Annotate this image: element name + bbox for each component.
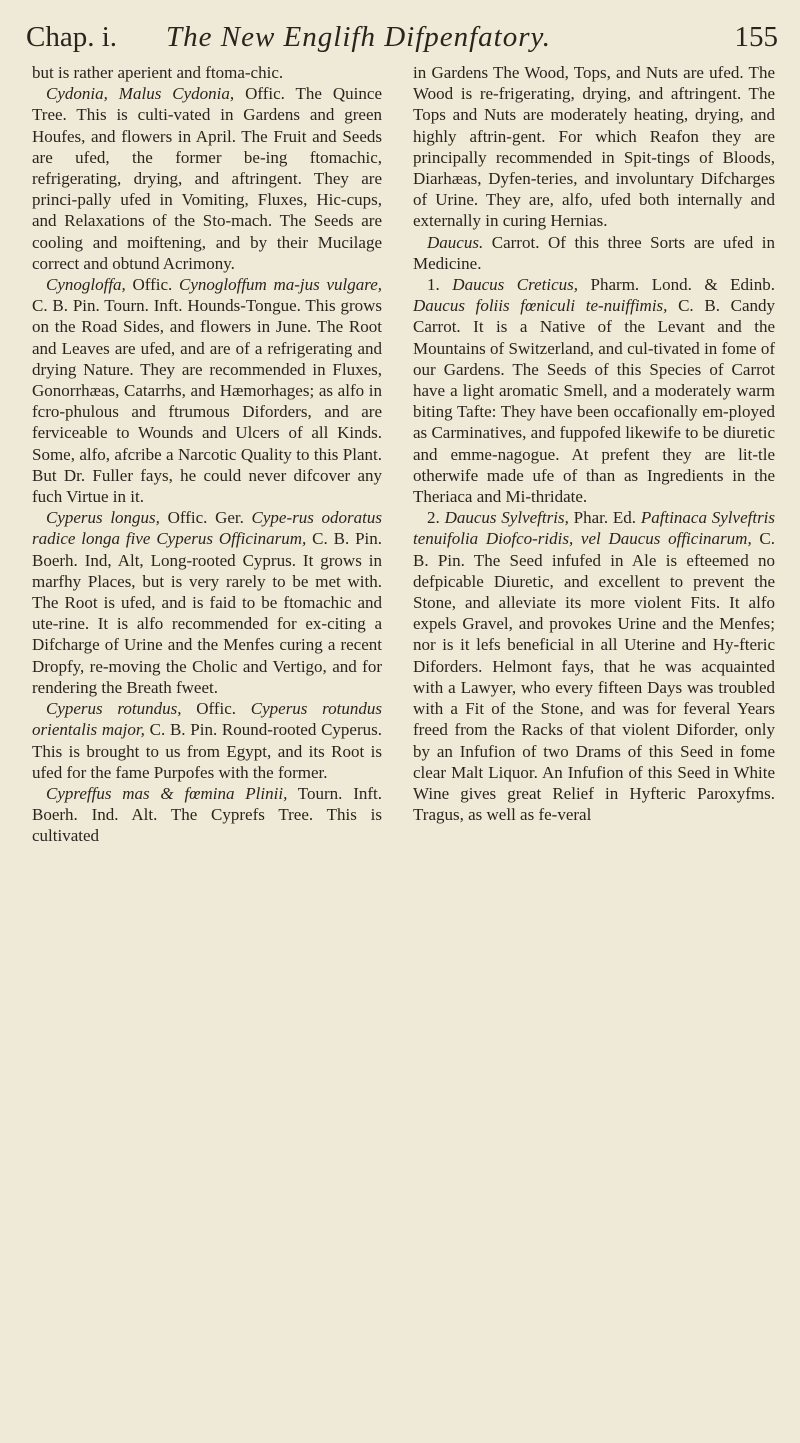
- paragraph: [32, 698, 382, 783]
- italic-run: Cype-rus odoratus radice longa five Cyperus Officinarum,: [32, 508, 382, 549]
- text-run: Phar. Ed.: [568, 508, 641, 528]
- text-run: C. B. Pin. Boerh. Ind, Alt, Long-rooted Cyprus. It grows in marfhy Places, but is very rarely to be met with. The Root is ufed, and is faid to be ftomachic and ute-rine. It is alfo recommended for ex-citing a Difcharge of Urine and the Menfes curing a recent Dropfy, re-moving the Cholic and Vertigo, and for rendering the Breath fweet.: [32, 529, 383, 697]
- text-run: Offic.: [181, 699, 251, 719]
- chapter-label: Chap. i.: [26, 21, 118, 53]
- paragraph: [413, 507, 775, 825]
- page-number: 155: [734, 21, 778, 53]
- italic-run: Cyperus rotundus orientalis major,: [32, 699, 382, 740]
- text-run: in Gardens The Wood, Tops, and Nuts are ufed. The Wood is re-frigerating, drying, and aftringent. The Tops and Nuts are moderately heating, drying, and highly aftrin-gent. For which Reafon they are principally recommended in Spit-tings of Bloods, Diarhæas, Dyfen-teries, and involuntary Difcharges of Urine. They are, alfo, ufed both internally and externally in curing Hernias.: [413, 63, 775, 231]
- italic-run: Cyperus longus,: [46, 508, 160, 528]
- text-run: C. B. Pin. The Seed infufed in Ale is efteemed no defpicable Diuretic, and excellent to prevent the Stone, and alleviate its more violent Fits. It alfo expels Gravel, and provokes Urine and the Menfes; nor is it lefs beneficial in all Uterine and Hy-fteric Diforders. Helmont fays, that he was acquainted with a Lawyer, who every fifteen Days was troubled with a Fit of the Stone, and was for feveral Years freed from the Racks of that violent Diforder, only by an Infufion of two Drams of this Seed in fome clear Malt Liquor. An Infufion of this Seed in White Wine gives great Relief in Hyfteric Paroxyfms. Tragus, as well as fe-veral: [413, 529, 776, 825]
- italic-run: Cynogloffa,: [46, 275, 126, 295]
- italic-run: Cypreffus mas & fœmina Plinii,: [46, 783, 288, 803]
- text-run: Offic. The Quince Tree. This is culti-vated in Gardens and green Houfes, and flowers in April. The Fruit and Seeds are ufed, the former be-ing ftomachic, refrigerating, drying, and aftringent. They are princi-pally ufed in Vomiting, Fluxes, Hic-cups, and Relaxations of the Sto-mach. The Seeds are cooling and moiftening, and by their Mucilage correct and obtund Acrimony.: [32, 84, 382, 273]
- paragraph: [32, 783, 382, 847]
- paragraph: [413, 62, 775, 232]
- text-run: Offic. Ger.: [159, 508, 252, 528]
- left-column: [32, 62, 382, 847]
- paragraph: [32, 62, 382, 83]
- running-header: [26, 14, 778, 60]
- paragraph: [413, 232, 775, 274]
- italic-run: Cyperus rotundus,: [46, 699, 182, 719]
- paragraph: [32, 83, 382, 274]
- text-run: Tourn. Inft. Boerh. Ind. Alt. The Cyprefs Tree. This is cultivated: [32, 783, 382, 846]
- text-run: C. B. Candy Carrot. It is a Native of the Levant and the Mountains of Switzerland, and cul-tivated in fome of our Gardens. The Seeds of this Species of Carrot have a light aromatic Smell, and a moderately warm biting Tafte: They have been occafionally em-ployed as Carminatives, and fuppofed likewife to be diuretic and emme-nagogue. At prefent they are lit-tle otherwife made ufe of than as Ingredients in the Theriaca and Mi-thridate.: [413, 296, 775, 507]
- text-run: but is rather aperient and ftoma-chic.: [32, 63, 284, 82]
- right-column: [413, 62, 775, 825]
- text-run: C. B. Pin. Round-rooted Cyperus. This is brought to us from Egypt, and its Root is ufed for the fame Purpofes with the former.: [32, 720, 382, 782]
- italic-run: Daucus Creticus,: [452, 275, 578, 295]
- text-run: C. B. Pin. Tourn. Inft. Hounds-Tongue. This grows on the Road Sides, and flowers in June. The Root and Leaves are ufed, and are of a refrigerating and drying Nature. They are recommended in Fluxes, Gonorrhæas, Catarrhs, and Hæmorhages; as alfo in fcro-phulous and ftrumous Diforders, and are ferviceable to Wounds and Ulcers of all Kinds. Some, alfo, afcribe a Narcotic Quality to this Plant. But Dr. Fuller fays, he could never difcover any fuch Virtue in it.: [32, 296, 382, 507]
- paragraph: [32, 507, 382, 698]
- italic-run: Paftinaca Sylveftris tenuifolia Diofco-ridis, vel Daucus officinarum,: [413, 508, 776, 549]
- text-run: 1.: [427, 275, 453, 295]
- paragraph: [413, 274, 775, 507]
- italic-run: Cynogloffum ma-jus vulgare,: [178, 275, 382, 295]
- italic-run: Daucus.: [427, 232, 484, 252]
- italic-run: Daucus foliis fœniculi te-nuiffimis,: [413, 296, 668, 316]
- paragraph: [32, 274, 382, 507]
- running-title: The New Englifh Difpenfatory.: [166, 21, 552, 53]
- text-run: Offic.: [125, 275, 179, 295]
- italic-run: Cydonia, Malus Cydonia,: [46, 84, 235, 104]
- italic-run: Daucus Sylveftris,: [444, 508, 569, 528]
- text-run: Pharm. Lond. & Edinb.: [578, 275, 775, 295]
- text-run: Carrot. Of this three Sorts are ufed in Medicine.: [413, 232, 775, 273]
- text-run: 2.: [427, 508, 445, 528]
